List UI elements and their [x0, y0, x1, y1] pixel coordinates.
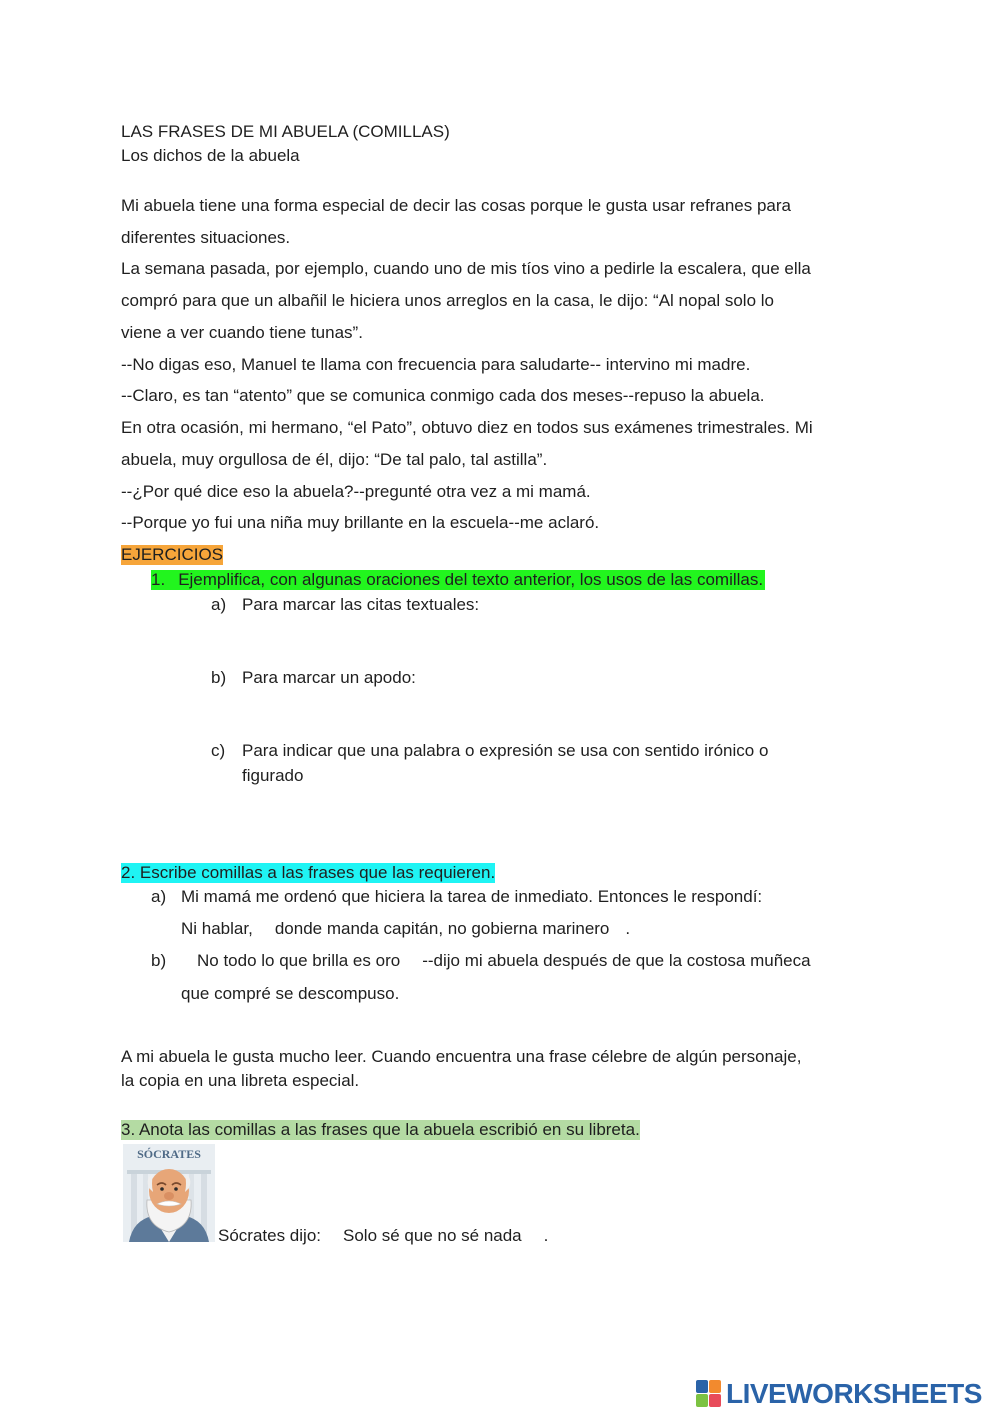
answer-slot[interactable] — [609, 919, 625, 937]
exercise-1-item-a-text: Para marcar las citas textuales: — [242, 595, 480, 614]
exercise-2-a-part3: . — [625, 919, 631, 938]
answer-slot[interactable] — [181, 951, 197, 969]
exercise-1-item-a-marker: a) — [211, 595, 227, 614]
answer-slot[interactable] — [253, 919, 275, 937]
answer-slot[interactable] — [321, 1226, 343, 1244]
exercise-2-item-a-marker: a) — [151, 887, 167, 906]
exercise-3-quote-part2: Solo sé que no sé nada — [343, 1226, 522, 1245]
answer-slot[interactable] — [400, 951, 422, 969]
story-line: --Claro, es tan “atento” que se comunica conmigo cada dos meses--repuso la abuela. — [121, 386, 765, 405]
intro-3-line: la copia en una libreta especial. — [121, 1071, 360, 1090]
story-line: --¿Por qué dice eso la abuela?--pregunté otra vez a mi mamá. — [121, 482, 591, 501]
story-line: --Porque yo fui una niña muy brillante en la escuela--me aclaró. — [121, 513, 600, 532]
exercise-1-item-b-marker: b) — [211, 668, 227, 687]
story-line: diferentes situaciones. — [121, 228, 291, 247]
socrates-caption: SÓCRATES — [137, 1147, 201, 1161]
exercise-2-item-b-marker: b) — [151, 951, 167, 970]
story-line: compró para que un albañil le hiciera unos arreglos en la casa, le dijo: “Al nopal solo lo — [121, 291, 774, 310]
exercise-2-a-part2: donde manda capitán, no gobierna marinero — [274, 919, 610, 938]
story-line: --No digas eso, Manuel te llama con frecuencia para saludarte-- intervino mi madre. — [121, 355, 751, 374]
exercise-3-quote-line — [218, 1226, 548, 1246]
page-title: LAS FRASES DE MI ABUELA (COMILLAS) — [121, 122, 450, 141]
story-line: viene a ver cuando tiene tunas”. — [121, 323, 363, 342]
exercise-1-item-b-text: Para marcar un apodo: — [242, 668, 416, 687]
exercise-1-number: 1. — [151, 570, 166, 589]
exercise-2-item-b-line2: que compré se descompuso. — [181, 984, 400, 1003]
exercise-2-b-part2: --dijo mi abuela después de que la costosa muñeca — [422, 951, 811, 970]
story-line: La semana pasada, por ejemplo, cuando uno de mis tíos vino a pedirle la escalera, que ella — [121, 259, 811, 278]
liveworksheets-logo[interactable] — [696, 1378, 982, 1410]
exercise-3-quote-part3: . — [543, 1226, 549, 1245]
intro-3-line: A mi abuela le gusta mucho leer. Cuando encuentra una frase célebre de algún personaje, — [121, 1047, 802, 1066]
exercise-2-item-b-line1 — [181, 951, 811, 971]
story-line: Mi abuela tiene una forma especial de decir las cosas porque le gusta usar refranes para — [121, 196, 791, 215]
exercise-2-item-a-line2 — [181, 919, 630, 939]
exercise-1-item-c-text: Para indicar que una palabra o expresión se usa con sentido irónico o — [242, 741, 769, 760]
exercise-2-a-part1: Ni hablar, — [181, 919, 253, 938]
page-subtitle: Los dichos de la abuela — [121, 146, 300, 165]
story-line: En otra ocasión, mi hermano, “el Pato”, obtuvo diez en todos sus exámenes trimestrales. Mi — [121, 418, 813, 437]
exercise-1-item-c-marker: c) — [211, 741, 226, 760]
exercise-2-item-a-line1: Mi mamá me ordenó que hiciera la tarea de inmediato. Entonces le respondí: — [181, 887, 763, 906]
exercise-1-item-c-text-cont: figurado — [242, 766, 304, 785]
exercise-3-quote-part1: Sócrates dijo: — [218, 1226, 321, 1245]
exercise-2-instruction: 2. Escribe comillas a las frases que las requieren. — [121, 863, 496, 882]
exercise-3-instruction: 3. Anota las comillas a las frases que la abuela escribió en su libreta. — [121, 1120, 640, 1139]
exercise-2-b-part1: No todo lo que brilla es oro — [197, 951, 401, 970]
exercise-1-text: Ejemplifica, con algunas oraciones del texto anterior, los usos de las comillas. — [178, 570, 764, 589]
story-line: abuela, muy orgullosa de él, dijo: “De tal palo, tal astilla”. — [121, 450, 548, 469]
answer-slot[interactable] — [522, 1226, 544, 1244]
socrates-illustration — [123, 1144, 215, 1242]
exercises-heading: EJERCICIOS — [121, 545, 224, 564]
liveworksheets-logo-icon — [696, 1380, 722, 1408]
liveworksheets-brand-text: LIVEWORKSHEETS — [726, 1378, 982, 1409]
exercise-1-instruction — [151, 570, 765, 590]
